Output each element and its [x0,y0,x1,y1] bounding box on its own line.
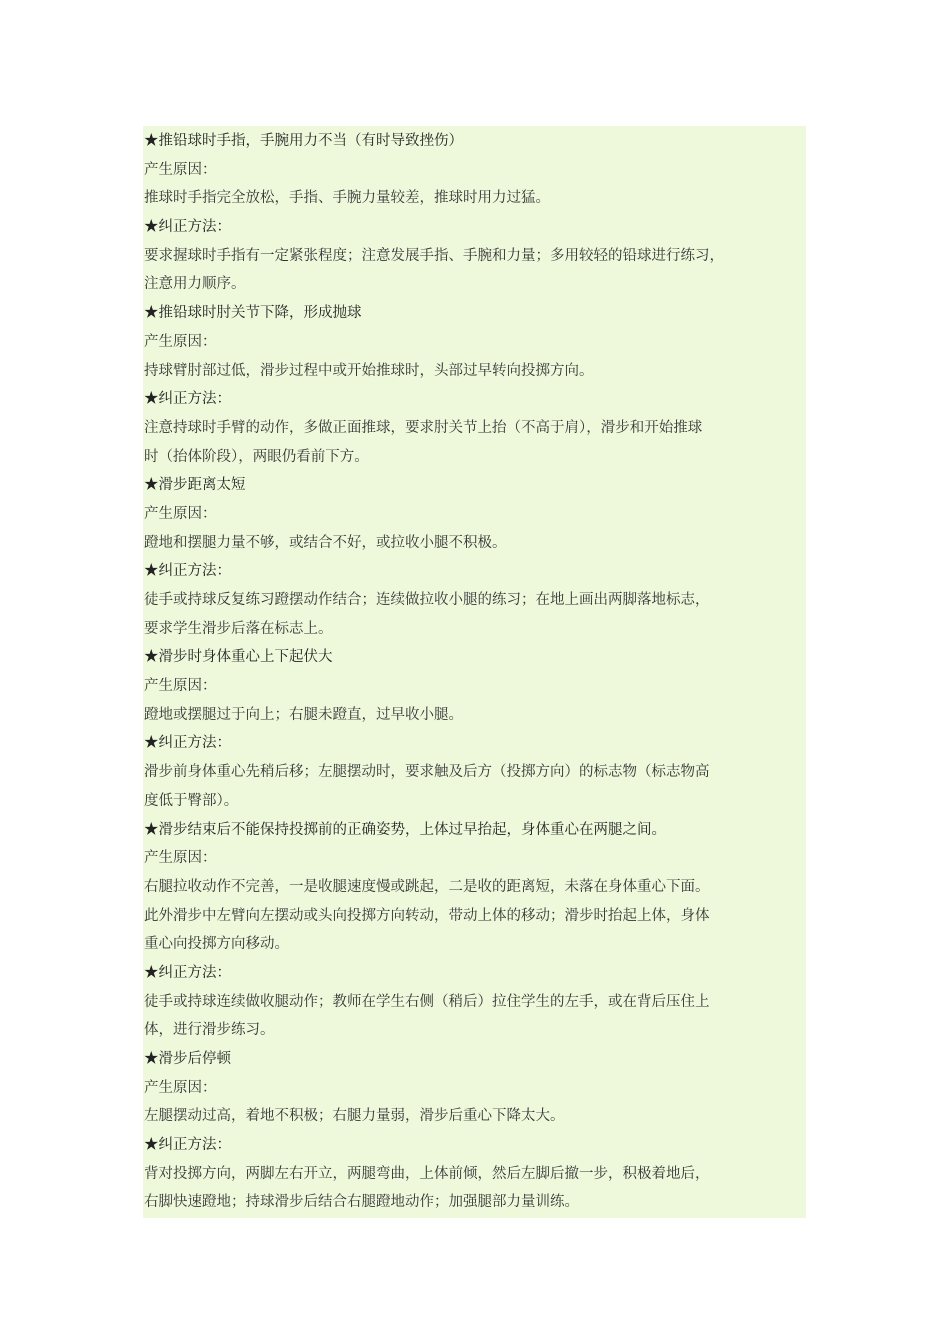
section-heading-posture-after-glide: ★滑步结束后不能保持投掷前的正确姿势，上体过早抬起，身体重心在两腿之间。 [144,821,666,838]
correction-label: ★纠正方法： [144,964,231,981]
correction-text: 要求握球时手指有一定紧张程度；注意发展手指、手腕和力量；多用较轻的铅球进行练习， [144,247,724,264]
article-body [143,126,806,1218]
correction-text: 右脚快速蹬地；持球滑步后结合右腿蹬地动作；加强腿部力量训练。 [144,1194,579,1211]
cause-text: 蹬地和摆腿力量不够，或结合不好，或拉收小腿不积极。 [144,534,507,551]
correction-label: ★纠正方法： [144,1137,231,1154]
correction-text: 徒手或持球反复练习蹬摆动作结合；连续做拉收小腿的练习；在地上画出两脚落地标志， [144,592,710,608]
correction-label: ★纠正方法： [144,219,231,236]
cause-text: 持球臂肘部过低，滑步过程中或开始推球时，头部过早转向投掷方向。 [144,362,594,379]
cause-label: 产生原因： [144,505,217,522]
cause-label: 产生原因： [144,161,217,178]
correction-text: 注意用力顺序。 [144,276,246,293]
section-heading-pause-after-glide: ★滑步后停顿 [144,1051,231,1067]
correction-text: 要求学生滑步后落在标志上。 [144,620,333,637]
section-heading-finger-wrist: ★推铅球时手指，手腕用力不当（有时导致挫伤） [144,133,463,149]
section-heading-elbow-drop: ★推铅球时肘关节下降，形成抛球 [144,305,362,322]
correction-text: 背对投掷方向，两脚左右开立，两腿弯曲，上体前倾，然后左脚后撤一步，积极着地后， [144,1165,710,1182]
correction-text: 时（抬体阶段），两眼仍看前下方。 [144,448,369,465]
cause-text: 蹬地或摆腿过于向上；右腿未蹬直，过早收小腿。 [144,706,463,723]
cause-text: 此外滑步中左臂向左摆动或头向投掷方向转动，带动上体的移动；滑步时抬起上体，身体 [144,907,710,924]
correction-label: ★纠正方法： [144,735,231,752]
correction-text: 体，进行滑步练习。 [144,1022,275,1039]
cause-label: 产生原因： [144,333,217,350]
cause-label: 产生原因： [144,850,217,867]
correction-text: 注意持球时手臂的动作，多做正面推球，要求肘关节上抬（不高于肩），滑步和开始推球 [144,419,703,436]
correction-label: ★纠正方法： [144,391,231,408]
correction-label: ★纠正方法： [144,563,231,580]
cause-text: 左腿摆动过高，着地不积极；右腿力量弱，滑步后重心下降太大。 [144,1108,565,1125]
cause-label: 产生原因： [144,678,217,695]
correction-text: 徒手或持球连续做收腿动作；教师在学生右侧（稍后）拉住学生的左手，或在背后压住上 [144,993,710,1010]
cause-text: 重心向投掷方向移动。 [144,936,289,953]
cause-text: 推球时手指完全放松，手指、手腕力量较差，推球时用力过猛。 [144,190,550,207]
cause-text: 右腿拉收动作不完善，一是收腿速度慢或跳起，二是收的距离短，未落在身体重心下面。 [144,878,710,895]
correction-text: 度低于臀部）。 [144,792,239,809]
section-heading-short-glide: ★滑步距离太短 [144,477,246,494]
cause-label: 产生原因： [144,1079,217,1096]
section-heading-center-of-gravity: ★滑步时身体重心上下起伏大 [144,649,333,666]
correction-text: 滑步前身体重心先稍后移；左腿摆动时，要求触及后方（投掷方向）的标志物（标志物高 [144,764,710,781]
